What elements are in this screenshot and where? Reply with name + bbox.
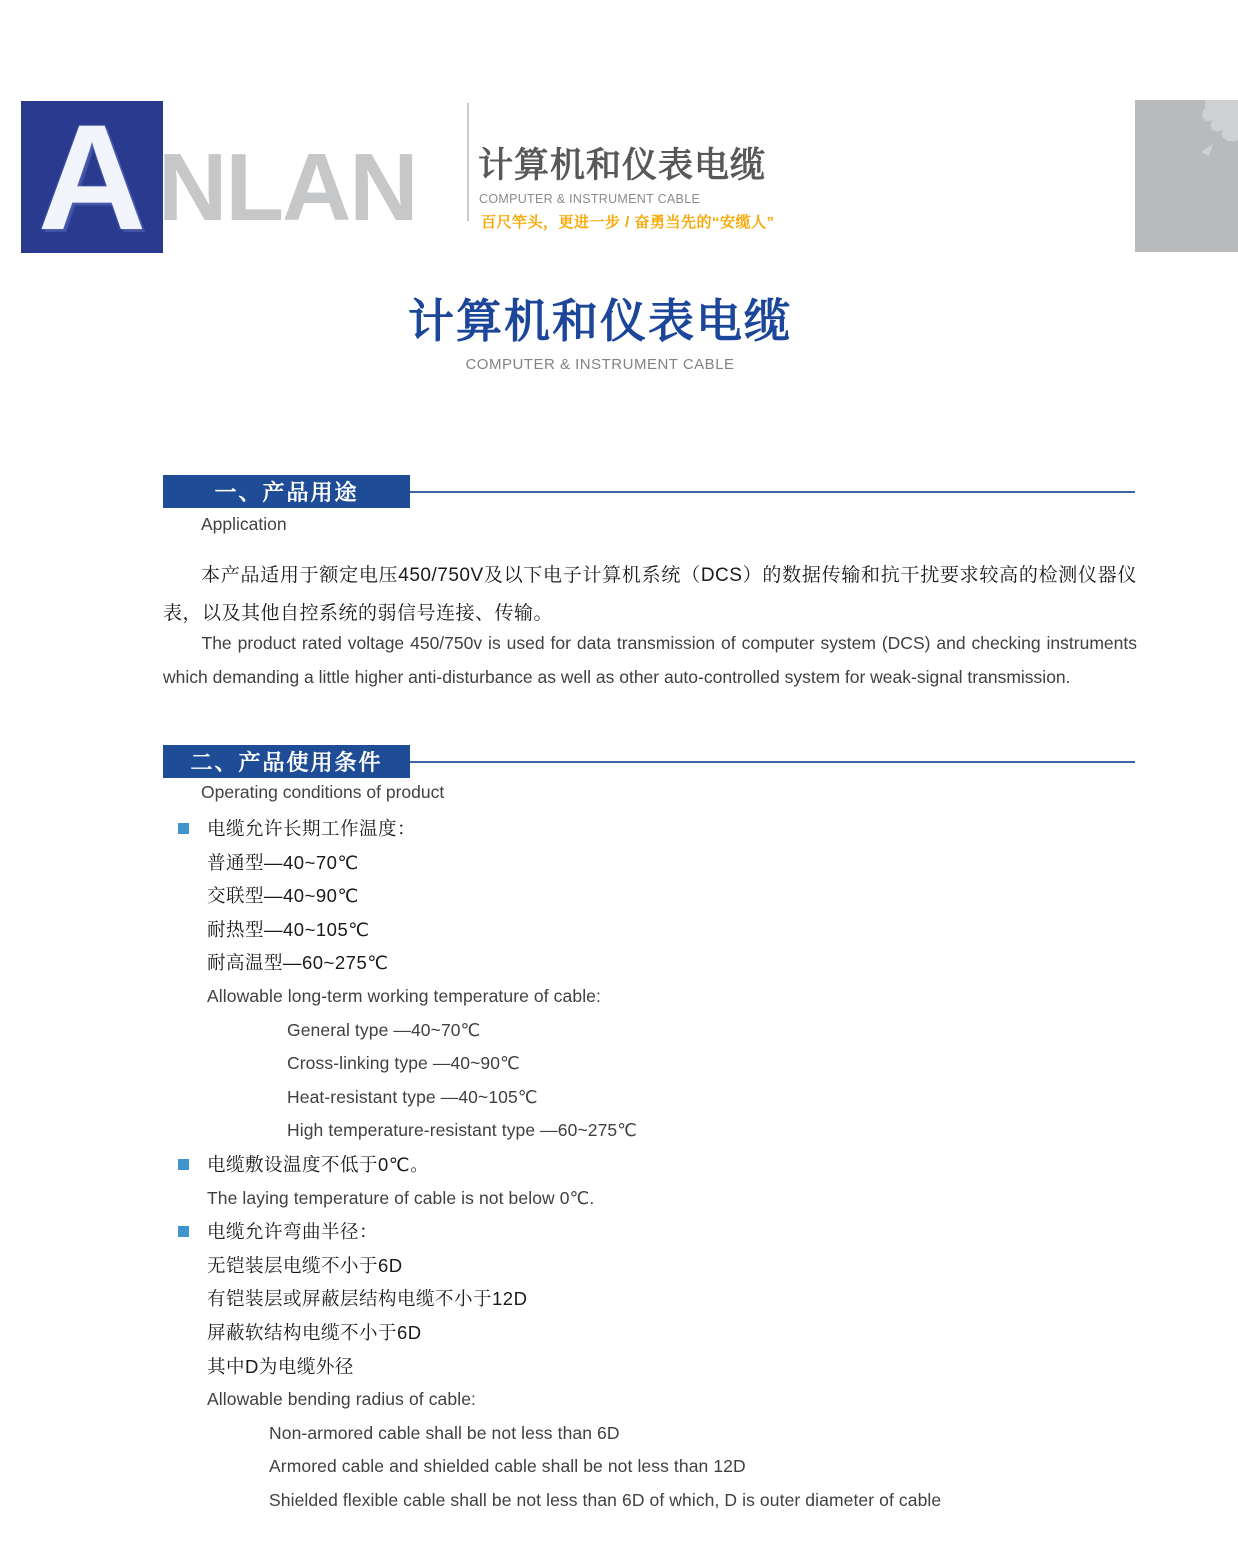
bullet-title: 电缆允许长期工作温度：: [207, 818, 417, 839]
section-1-rule: [410, 491, 1135, 493]
list-item: [163, 1148, 1137, 1182]
list-item: [163, 1215, 1137, 1249]
header-title-cn: 计算机和仪表电缆: [478, 146, 767, 185]
list-line: 普通型—40~70℃: [207, 851, 359, 873]
list-line: Allowable bending radius of cable:: [207, 1389, 476, 1410]
header-slogan: 百尺竿头，更进一步 / 奋勇当先的“安缆人”: [481, 214, 775, 231]
list-item: [163, 812, 1137, 846]
leaf-illustration: [1135, 100, 1238, 252]
section-2-subheading: Operating conditions of product: [201, 782, 445, 802]
list-line: 耐高温型—60~275℃: [207, 952, 389, 974]
bullet-icon: [178, 1159, 189, 1170]
application-paragraph-cn: 本产品适用于额定电压450/750V及以下电子计算机系统（DCS）的数据传输和抗干扰要求较高的检测仪器仪表，以及其他自控系统的弱信号连接、传输。: [163, 565, 1137, 624]
list-line: 屏蔽软结构电缆不小于6D: [207, 1321, 422, 1343]
list-line: Cross-linking type —40~90℃: [287, 1053, 520, 1074]
anlan-logo-badge: [21, 93, 163, 261]
header-title-en: COMPUTER & INSTRUMENT CABLE: [479, 192, 701, 206]
section-2-heading: 二、产品使用条件: [163, 745, 410, 778]
page-title-en: COMPUTER & INSTRUMENT CABLE: [465, 355, 735, 373]
list-line: The laying temperature of cable is not below 0℃.: [207, 1187, 595, 1208]
list-line: 其中D为电缆外径: [207, 1355, 354, 1377]
section-1-heading-row: [163, 475, 1135, 508]
bullet-icon: [178, 823, 189, 834]
list-line: Armored cable and shielded cable shall be not less than 12D: [269, 1456, 746, 1477]
list-line: 耐热型—40~105℃: [207, 918, 370, 940]
page-title-cn: 计算机和仪表电缆: [408, 295, 792, 347]
application-paragraph-en: The product rated voltage 450/750v is used for data transmission of computer system (DCS) and checking instruments which demanding a little higher anti-disturbance as well as other auto-controlled system for weak-signal transmission.: [163, 633, 1137, 687]
section-2-heading-row: [163, 745, 1135, 778]
logo-a-glyph: A: [37, 93, 147, 261]
list-line: Non-armored cable shall be not less than 6D: [269, 1422, 620, 1443]
list-line: 交联型—40~90℃: [207, 885, 359, 907]
bullet-title: 电缆允许弯曲半径：: [207, 1221, 379, 1243]
list-line: 无铠装层电缆不小于6D: [207, 1254, 403, 1276]
page-title-block: [0, 295, 1200, 373]
bullet-icon: [178, 1226, 189, 1237]
section-1-subheading: Application: [201, 514, 287, 534]
decorative-photo: [1135, 100, 1238, 252]
conditions-list: [163, 812, 1137, 1517]
list-line: Shielded flexible cable shall be not less than 6D of which, D is outer diameter of cable: [269, 1489, 942, 1510]
section-2-rule: [410, 761, 1135, 763]
logo-wordmark: NLAN: [158, 134, 417, 241]
list-line: 有铠装层或屏蔽层结构电缆不小于12D: [207, 1288, 528, 1310]
section-1-heading: 一、产品用途: [163, 475, 410, 508]
bullet-title: 电缆敷设温度不低于0℃。: [207, 1153, 430, 1175]
header-divider: [467, 103, 469, 221]
list-line: Heat-resistant type —40~105℃: [287, 1086, 538, 1107]
list-line: Allowable long-term working temperature of cable:: [207, 985, 601, 1006]
list-line: General type —40~70℃: [287, 1019, 481, 1040]
list-line: High temperature-resistant type —60~275℃: [287, 1120, 638, 1141]
